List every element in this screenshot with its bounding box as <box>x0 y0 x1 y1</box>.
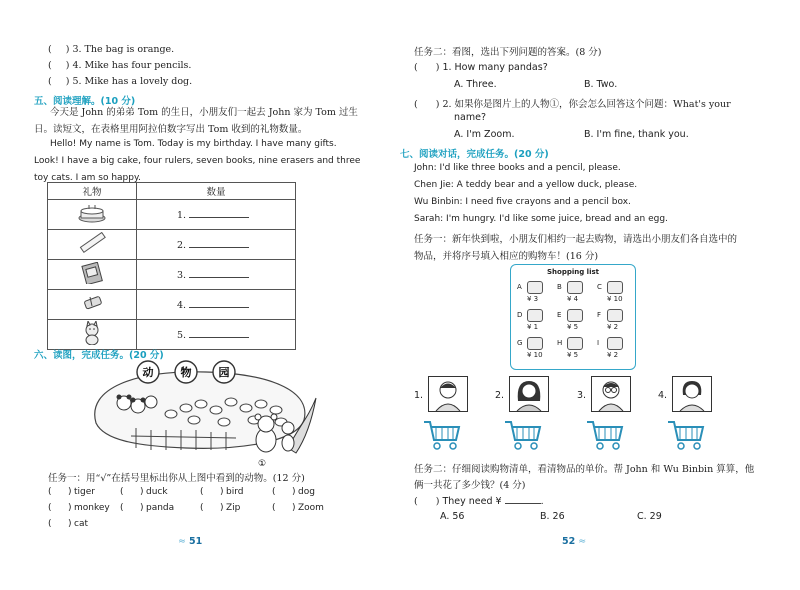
kid-4-label: 4. <box>658 390 668 401</box>
shopping-item-price: ¥ 4 <box>567 295 579 303</box>
kid-1-label: 1. <box>414 390 424 401</box>
gift-4-number: 4. <box>177 300 187 311</box>
question-2: ( ) 2. 如果你是图片上的人物①，你会怎么回答这个问题：What's your <box>414 99 731 110</box>
shopping-cart-1-icon[interactable] <box>422 418 462 452</box>
spent-option-a: A. 56 <box>440 511 465 522</box>
shopping-list <box>510 264 636 370</box>
leaf-icon: ≈ <box>578 536 587 547</box>
shopping-item-price: ¥ 5 <box>567 351 579 359</box>
shopping-item-price: ¥ 3 <box>527 295 539 303</box>
shopping-item-price: ¥ 10 <box>607 295 623 303</box>
leaf-icon: ≈ <box>178 536 186 547</box>
shopping-cart-3-icon[interactable] <box>585 418 625 452</box>
juice-icon <box>567 337 583 350</box>
shopping-item-letter: C <box>597 283 602 291</box>
kid-3-label: 3. <box>577 390 587 401</box>
table-row <box>48 200 296 230</box>
task2-line-2: 俩一共花了多少钱？(4 分) <box>414 480 526 491</box>
shopping-item-letter: D <box>517 311 523 319</box>
shopping-item-c <box>597 281 633 307</box>
section-7-title: 七、阅读对话，完成任务。(20 分) <box>400 149 549 160</box>
animal-panda: panda <box>146 503 175 513</box>
gift-4-answer-line[interactable] <box>189 298 249 308</box>
page-number-52: 52 ≈ <box>562 536 587 547</box>
gift-2-answer-line[interactable] <box>189 238 249 248</box>
gifts-table <box>47 182 296 350</box>
shopping-item-letter: A <box>517 283 522 291</box>
question-1: ( ) 1. How many pandas? <box>414 62 548 73</box>
item-4-text: 4. Mike has four pencils. <box>72 60 192 71</box>
egg-icon <box>607 337 623 350</box>
section-5-passage: Hello! My name is Tom. Today is my birthday. I have many gifts. Look! I have a big cake, four rulers, seven books, nine erasers and three toy cats. I am so happy. <box>34 139 361 183</box>
boy-glasses-icon <box>592 377 630 411</box>
section-5-title: 五、阅读理解。(10 分) <box>34 96 136 107</box>
shopping-item-price: ¥ 10 <box>527 351 543 359</box>
book-icon <box>77 262 107 284</box>
kid-1-portrait <box>428 376 468 412</box>
question-1-text: 1. How many pandas? <box>442 62 548 73</box>
q2-option-a: A. I'm Zoom. <box>454 129 515 140</box>
animal-bird: bird <box>226 487 244 497</box>
shopping-item-i <box>597 337 633 363</box>
table-row <box>48 290 296 320</box>
page-number-51: ≈ 51 <box>178 536 203 547</box>
animal-zoom: Zoom <box>298 503 324 513</box>
duck-icon <box>567 309 583 322</box>
question-2-text-cont: name? <box>454 112 486 123</box>
shopping-item-h <box>557 337 593 363</box>
task1-line-1: 任务一：新年快到啦，小朋友们相约一起去购物，请选出小朋友们各自选中的 <box>414 234 738 245</box>
pencil-icon <box>527 309 543 322</box>
shopping-item-price: ¥ 5 <box>567 323 579 331</box>
ruler-icon <box>77 232 107 254</box>
shopping-item-letter: F <box>597 311 602 319</box>
zoo-marker-1: ① <box>258 459 267 469</box>
item-3: ( ) 3. The bag is orange. <box>48 44 175 55</box>
shopping-item-letter: I <box>597 339 600 347</box>
shopping-item-price: ¥ 2 <box>607 351 619 359</box>
table-row <box>48 320 296 350</box>
eraser-icon <box>77 292 107 314</box>
shopping-item-d <box>517 309 553 335</box>
teddy-bear-icon <box>527 337 543 350</box>
section-6-title: 六、读图，完成任务。(20 分) <box>34 350 164 361</box>
animal-duck: duck <box>146 487 168 497</box>
shopping-item-b <box>557 281 593 307</box>
item-5: ( ) 5. Mike has a lovely dog. <box>48 76 193 87</box>
zoo-illustration <box>76 358 326 470</box>
animal-dog: dog <box>298 487 315 497</box>
shopping-item-e <box>557 309 593 335</box>
gift-1-number: 1. <box>177 210 187 221</box>
gift-3-answer-line[interactable] <box>189 268 249 278</box>
question-2-text: 2. 如果你是图片上的人物①，你会怎么回答这个问题：What's your <box>442 99 731 110</box>
task2-line-1: 任务二：仔细阅读购物清单，看清物品的单价。帮 John 和 Wu Binbin 算算，他 <box>414 464 755 475</box>
task1-instruction: 任务一：用“√”在括号里标出你从上图中看到的动物。(12 分) <box>48 473 305 484</box>
shopping-item-price: ¥ 1 <box>527 323 539 331</box>
gift-2-number: 2. <box>177 240 187 251</box>
item-4: ( ) 4. Mike has four pencils. <box>48 60 192 71</box>
shopping-item-letter: B <box>557 283 562 291</box>
gift-3-number: 3. <box>177 270 187 281</box>
zoo-sign-char-2: 物 <box>180 366 192 379</box>
crayon-icon <box>607 309 623 322</box>
item-3-text: 3. The bag is orange. <box>72 44 175 55</box>
animal-tiger: tiger <box>74 487 95 497</box>
q1-option-a: A. Three. <box>454 79 497 90</box>
left-page: ( ) 3. The bag is orange. ( ) 4. Mike has four pencils. ( ) 5. Mike has a lovely dog. 五、阅读理解。(10 分) 今天是 John 的弟弟 Tom 的生日，小朋友们一起去 John 家为 Tom 过生日。读短文，在表格里用阿拉伯数字写出 Tom 收到的礼物数量。 Hello! My name is Tom. Today is my birthday. I have many gifts. Look! I have a big cake, four rulers, seven books, nine erasers and three toy cats. I am so happy. 礼物 数量 1. 2. 3. 4. 5. 六、读图，完成任务。(20 分) 动 物 园 ① 任务一：用“√”在括号里标出你从上图中看到的动物。(12 分) ( ) tiger ( ) duck ( ) bird ( ) dog ( ) monkey ( ) panda ( ) Zip ( ) Zoom ( ) cat ≈ 51 <box>0 0 400 590</box>
kid-3-portrait <box>591 376 631 412</box>
table-header-quantity: 数量 <box>137 183 296 200</box>
dialog-wu-binbin: Wu Binbin: I need five crayons and a pencil box. <box>414 197 631 207</box>
zoo-sign <box>137 361 235 383</box>
table-row <box>48 230 296 260</box>
right-page <box>400 0 800 590</box>
spent-option-b: B. 26 <box>540 511 565 522</box>
bread-icon <box>527 281 543 294</box>
dialog-sarah: Sarah: I'm hungry. I'd like some juice, bread and an egg. <box>414 214 668 224</box>
boy-icon <box>429 377 467 411</box>
animal-cat: cat <box>74 519 88 529</box>
shopping-item-g <box>517 337 553 363</box>
kid-2-portrait <box>509 376 549 412</box>
table-row <box>48 260 296 290</box>
cake-icon <box>77 202 107 224</box>
spent-option-c: C. 29 <box>637 511 662 522</box>
shopping-item-price: ¥ 2 <box>607 323 619 331</box>
animal-zip: Zip <box>226 503 241 513</box>
q1-option-b: B. Two. <box>584 79 618 90</box>
section-5-intro: 今天是 John 的弟弟 Tom 的生日，小朋友们一起去 John 家为 Tom 过生日。读短文，在表格里用阿拉伯数字写出 Tom 收到的礼物数量。 <box>34 107 358 135</box>
shopping-list-title: Shopping list <box>547 268 599 276</box>
task1-line-2: 物品，并将序号填入相应的购物车！(16 分) <box>414 251 599 262</box>
zoom-character-icon <box>255 414 277 452</box>
kid-2-label: 2. <box>495 390 505 401</box>
animal-monkey: monkey <box>74 503 110 513</box>
gift-5-number: 5. <box>177 330 187 341</box>
gift-1-answer-line[interactable] <box>189 208 249 218</box>
zoo-sign-char-1: 动 <box>142 366 154 379</box>
table-header-gift: 礼物 <box>48 183 137 200</box>
task2-instruction: 任务二：看图，选出下列问题的答案。(8 分) <box>414 47 602 58</box>
book-icon <box>607 281 623 294</box>
shopping-item-letter: E <box>557 311 562 319</box>
shopping-item-a <box>517 281 553 307</box>
shopping-cart-2-icon[interactable] <box>503 418 543 452</box>
dialog-john: John: I'd like three books and a pencil, please. <box>414 163 621 173</box>
q2-option-b: B. I'm fine, thank you. <box>584 129 689 140</box>
shopping-cart-4-icon[interactable] <box>666 418 706 452</box>
question-spent: ( ) They need ¥ . <box>414 496 544 507</box>
pencil-box-icon <box>567 281 583 294</box>
shopping-item-letter: G <box>517 339 523 347</box>
shopping-item-f <box>597 309 633 335</box>
zoo-sign-char-3: 园 <box>218 366 230 379</box>
toy-cat-icon <box>77 321 107 345</box>
girl-short-hair-icon <box>673 377 711 411</box>
shopping-item-letter: H <box>557 339 563 347</box>
girl-icon <box>510 377 548 411</box>
question-spent-text: They need ¥ <box>442 496 502 507</box>
spent-answer-line[interactable] <box>505 494 541 504</box>
gift-5-answer-line[interactable] <box>189 328 249 338</box>
kid-4-portrait <box>672 376 712 412</box>
item-5-text: 5. Mike has a lovely dog. <box>72 76 193 87</box>
dialog-chen-jie: Chen Jie: A teddy bear and a yellow duck, please. <box>414 180 638 190</box>
